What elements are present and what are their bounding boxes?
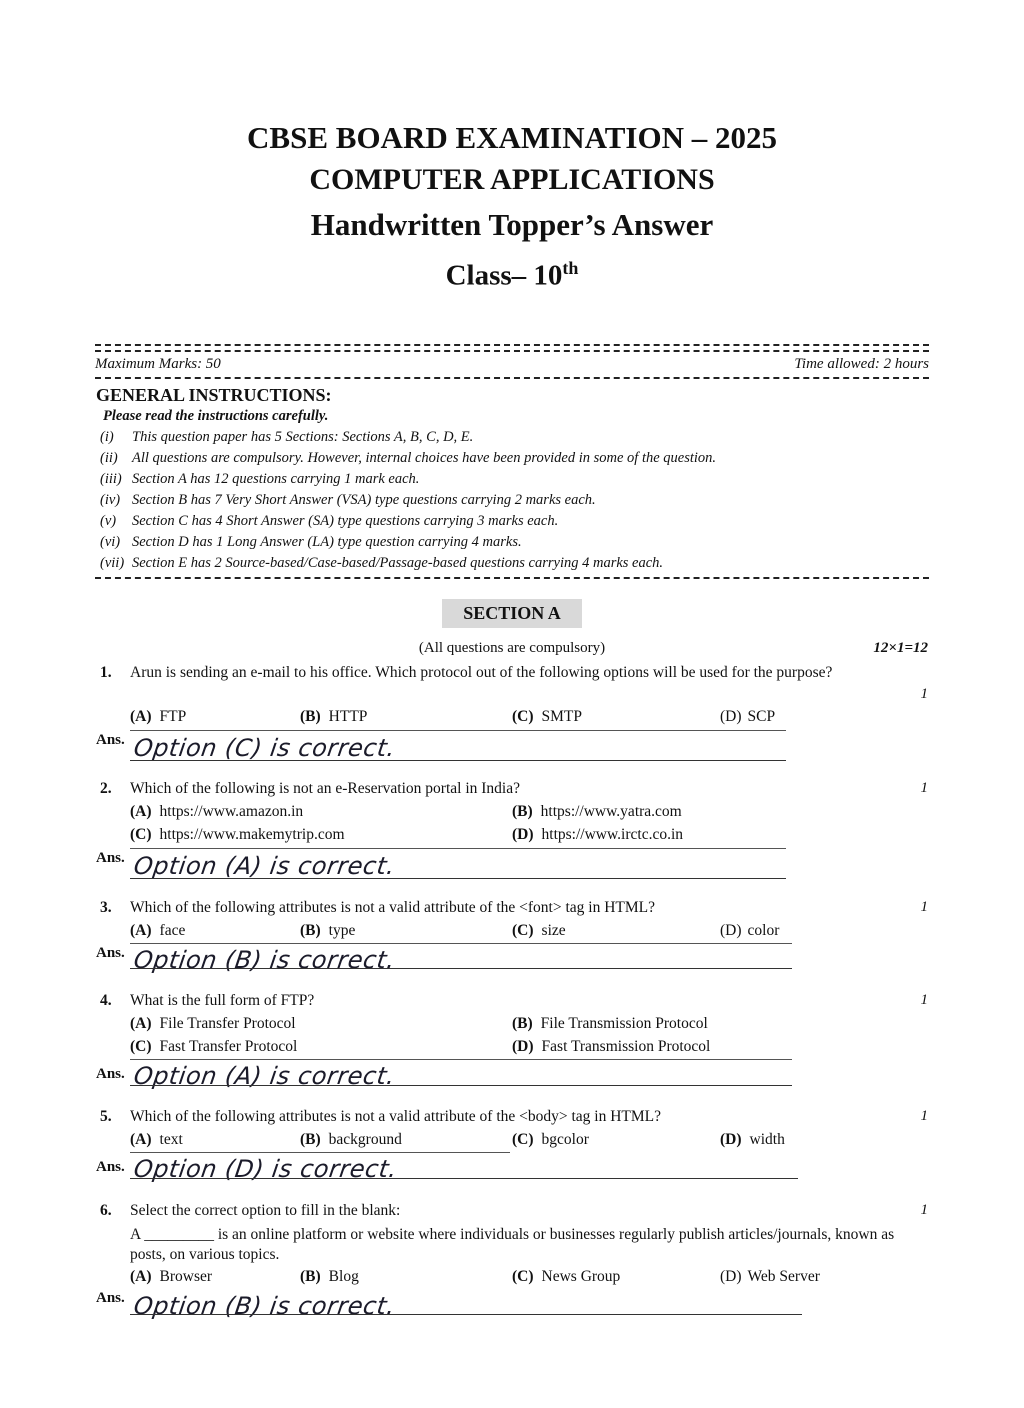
option-c: (C) News Group xyxy=(512,1268,621,1285)
option-a: (A) Browser xyxy=(130,1268,213,1285)
ans-label: Ans. xyxy=(96,850,125,866)
section-note: (All questions are compulsory) xyxy=(418,640,606,656)
instruction-item: (iv) Section B has 7 Very Short Answer (VSA) type questions carrying 2 marks each. xyxy=(100,492,596,508)
instruction-item: (iii) Section A has 12 questions carrying 1 mark each. xyxy=(100,471,420,487)
ans-label: Ans. xyxy=(96,1159,125,1175)
ans-label: Ans. xyxy=(96,732,125,748)
option-d: (D) Web Server xyxy=(720,1268,820,1285)
instruction-item: (vii) Section E has 2 Source-based/Case-based/Passage-based questions carrying 4 marks each. xyxy=(100,555,664,571)
option-c: (C) size xyxy=(512,922,566,939)
dashed-divider xyxy=(95,350,929,352)
option-d: (D) https://www.irctc.co.in xyxy=(512,826,684,843)
exam-title: CBSE BOARD EXAMINATION – 2025 xyxy=(247,120,777,155)
rule-line xyxy=(130,943,792,944)
option-d: (D) width xyxy=(720,1131,785,1148)
handwritten-answer: Option (B) is correct. xyxy=(132,1292,397,1320)
option-a: (A) https://www.amazon.in xyxy=(130,803,304,820)
handwritten-answer: Option (D) is correct. xyxy=(132,1155,399,1183)
instructions-title: GENERAL INSTRUCTIONS: xyxy=(96,385,332,405)
option-c: (C) Fast Transfer Protocol xyxy=(130,1038,298,1055)
ans-label: Ans. xyxy=(96,945,125,961)
option-c: (C) https://www.makemytrip.com xyxy=(130,826,345,843)
answer-line xyxy=(130,1178,798,1179)
handwritten-answer: Option (C) is correct. xyxy=(132,734,398,762)
rule-line xyxy=(130,1152,510,1153)
handwritten-answer: Option (A) is correct. xyxy=(132,852,397,880)
dashed-divider xyxy=(95,377,929,379)
rule-line xyxy=(130,1059,792,1060)
handwritten-answer: Option (A) is correct. xyxy=(132,1062,397,1090)
answer-line xyxy=(130,1314,802,1315)
instructions-list xyxy=(100,406,920,574)
instruction-item: (i) This question paper has 5 Sections: Sections A, B, C, D, E. xyxy=(100,429,474,445)
option-c: (C) SMTP xyxy=(512,708,583,725)
question-6-statement: A _________ is an online platform or website where individuals or businesses regularly publish articles/journals, known as posts, on various topics. xyxy=(130,1226,895,1263)
option-d: (D) color xyxy=(720,922,780,939)
marks-time-row xyxy=(95,356,929,373)
ans-label: Ans. xyxy=(96,1066,125,1082)
option-a: (A) text xyxy=(130,1131,183,1148)
ans-label: Ans. xyxy=(96,1290,125,1306)
option-b: (B) Blog xyxy=(300,1268,359,1285)
max-marks: Maximum Marks: 50 xyxy=(95,356,221,372)
exam-page: CBSE BOARD EXAMINATION – 2025 COMPUTER APPLICATIONS Handwritten Topper’s Answer Class– 10th Maximum Marks: 50 Time allowed: 2 hours GENERAL INSTRUCTIONS: Please read the instructions carefully. (i) This question paper has 5 Sections: Sections A, B, C, D, E. (ii) All questions are compulsory. However, internal choices have been provided in some of the question. (iii) Section A has 12 questions carrying 1 mark each. (iv) Section B has 7 Very Short Answer (VSA) type questions carrying 2 marks each. (v) Section C has 4 Short Answer (SA) type questions carrying 3 marks each. (vi) Section D has 1 Long Answer (LA) type question carrying 4 marks. (vii) Section E has 2 Source-based/Case-based/Passage-based questions carrying 4 marks each. SECTION A (All questions are compulsory) 12×1=12 1. Arun is sending an e-mail to his office. Which protocol out of the following options will be used for the purpose? 1 (A) FTP (B) HTTP (C) SMTP (D) SCP Ans. Option (C) is correct. 2. Which of the following is not an e-Reservation portal in India? 1 (A) https://www.amazon.in (B) https://www.yatra.com (C) https://www.makemytrip.com (D) https://www.irctc.co.in Ans. Option (A) is correct. 3. Which of the following attributes is not a valid attribute of the <font> tag in HTML? 1 (A) face (B) type (C) size (D) color Ans. Option (B) is correct. 4. What is the full form of FTP? 1 (A) File Transfer Protocol (B) File Transmission Protocol (C) Fast Transfer Protocol (D) Fast Transmission Protocol Ans. Option (A) is correct. 5. Which of the following attributes is not a valid attribute of the <body> tag in HTML? 1 (A) text (B) background (C) bgcolor (D) width Ans. Option (D) is correct. 6. Select the correct option to fill in the blank: 1 A _________ is an online platform or website where individuals or businesses regularly publish articles/journals, known as posts, on various topics. (A) Browser (B) Blog (C) News Group (D) Web Server Ans. Option (B) is correct. xyxy=(0,0,1024,1408)
instruction-item: (ii) All questions are compulsory. However, internal choices have been provided in some of the question. xyxy=(100,450,717,466)
answer-line xyxy=(130,760,786,761)
instruction-item: (vi) Section D has 1 Long Answer (LA) type question carrying 4 marks. xyxy=(100,534,522,550)
subtitle: Handwritten Topper’s Answer xyxy=(310,207,714,242)
option-a: (A) FTP xyxy=(130,708,187,725)
option-b: (B) type xyxy=(300,922,356,939)
rule-line xyxy=(130,730,786,731)
option-a: (A) face xyxy=(130,922,186,939)
section-heading: SECTION A xyxy=(442,599,582,628)
option-b: (B) https://www.yatra.com xyxy=(512,803,682,820)
option-c: (C) bgcolor xyxy=(512,1131,589,1148)
rule-line xyxy=(130,848,786,849)
option-a: (A) File Transfer Protocol xyxy=(130,1015,296,1032)
option-b: (B) background xyxy=(300,1131,402,1148)
option-d: (D) SCP xyxy=(720,708,776,725)
subject-title: COMPUTER APPLICATIONS xyxy=(309,163,715,196)
option-b: (B) File Transmission Protocol xyxy=(512,1015,708,1032)
handwritten-answer: Option (B) is correct. xyxy=(132,946,397,974)
option-d: (D) Fast Transmission Protocol xyxy=(512,1038,711,1055)
time-allowed: Time allowed: 2 hours xyxy=(794,356,929,372)
option-b: (B) HTTP xyxy=(300,708,368,725)
dashed-divider xyxy=(95,344,929,346)
instructions-lead: Please read the instructions carefully. xyxy=(103,408,329,424)
instruction-item: (v) Section C has 4 Short Answer (SA) type questions carrying 3 marks each. xyxy=(100,513,559,529)
page-header xyxy=(0,118,1024,296)
answer-line xyxy=(130,1085,792,1086)
dashed-divider xyxy=(95,577,929,579)
section-marking: 12×1=12 xyxy=(873,640,928,656)
class-title: Class– 10th xyxy=(445,258,579,292)
answer-line xyxy=(130,968,792,969)
answer-line xyxy=(130,878,786,879)
